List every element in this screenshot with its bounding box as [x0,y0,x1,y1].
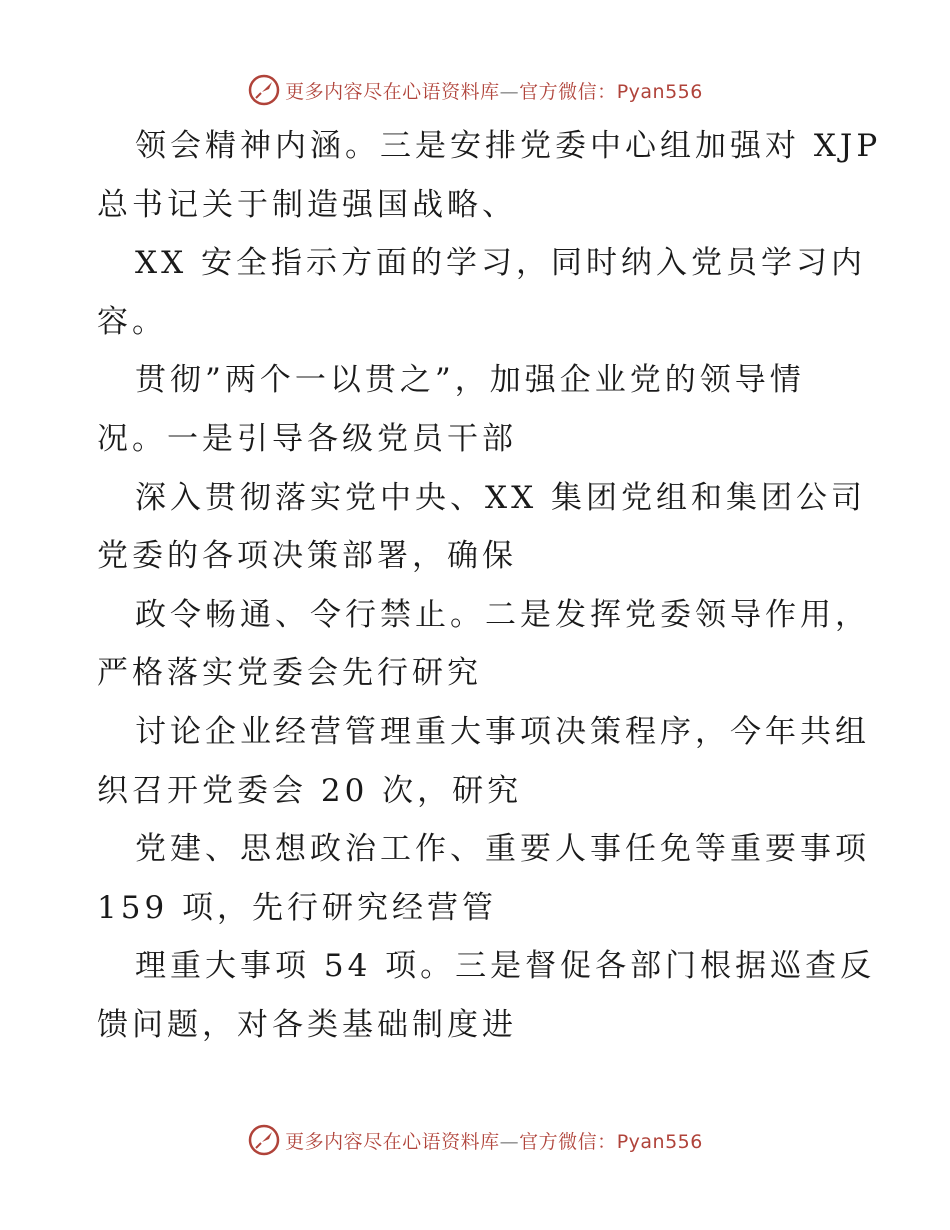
text-line: 况。一是引导各级党员干部 [97,420,517,457]
text-line: 总书记关于制造强国战略、 [97,186,517,223]
watermark-dash: — [499,80,520,103]
watermark-contact-label: 官方微信： [519,1130,617,1153]
watermark-contact-id: Pyan556 [616,80,703,103]
text-line: 贯彻”两个一以贯之”，加强企业党的领导情 [135,362,805,399]
quill-logo-icon [247,73,281,107]
text-line: 党委的各项决策部署，确保 [97,538,517,575]
watermark-header [0,70,950,110]
text-line: 政令畅通、令行禁止。二是发挥党委领导作用， [135,596,870,633]
text-line: XX 安全指示方面的学习，同时纳入党员学习内 [135,245,866,282]
watermark-contact-label: 官方微信： [519,80,617,103]
text-line: 深入贯彻落实党中央、XX 集团党组和集团公司 [135,479,866,516]
text-line: 理重大事项 54 项。三是督促各部门根据巡查反 [135,948,876,985]
watermark-brand-text: 更多内容尽在心语资料库 [285,1130,500,1153]
text-line: 159 项，先行研究经营管 [97,889,498,926]
watermark-contact-id: Pyan556 [616,1130,703,1153]
watermark-dash: — [499,1130,520,1153]
text-line: 容。 [97,303,167,340]
text-line: 馈问题，对各类基础制度进 [97,1006,517,1043]
document-body [97,117,882,1055]
text-line: 党建、思想政治工作、重要人事任免等重要事项 [135,831,870,868]
text-line: 严格落实党委会先行研究 [97,655,482,692]
text-line: 讨论企业经营管理重大事项决策程序，今年共组 [135,713,870,750]
quill-logo-icon [247,1123,281,1157]
text-line: 领会精神内涵。三是安排党委中心组加强对 XJP [135,128,882,164]
watermark-footer [0,1120,950,1160]
watermark-brand-text: 更多内容尽在心语资料库 [285,80,500,103]
text-line: 织召开党委会 20 次，研究 [97,772,523,809]
